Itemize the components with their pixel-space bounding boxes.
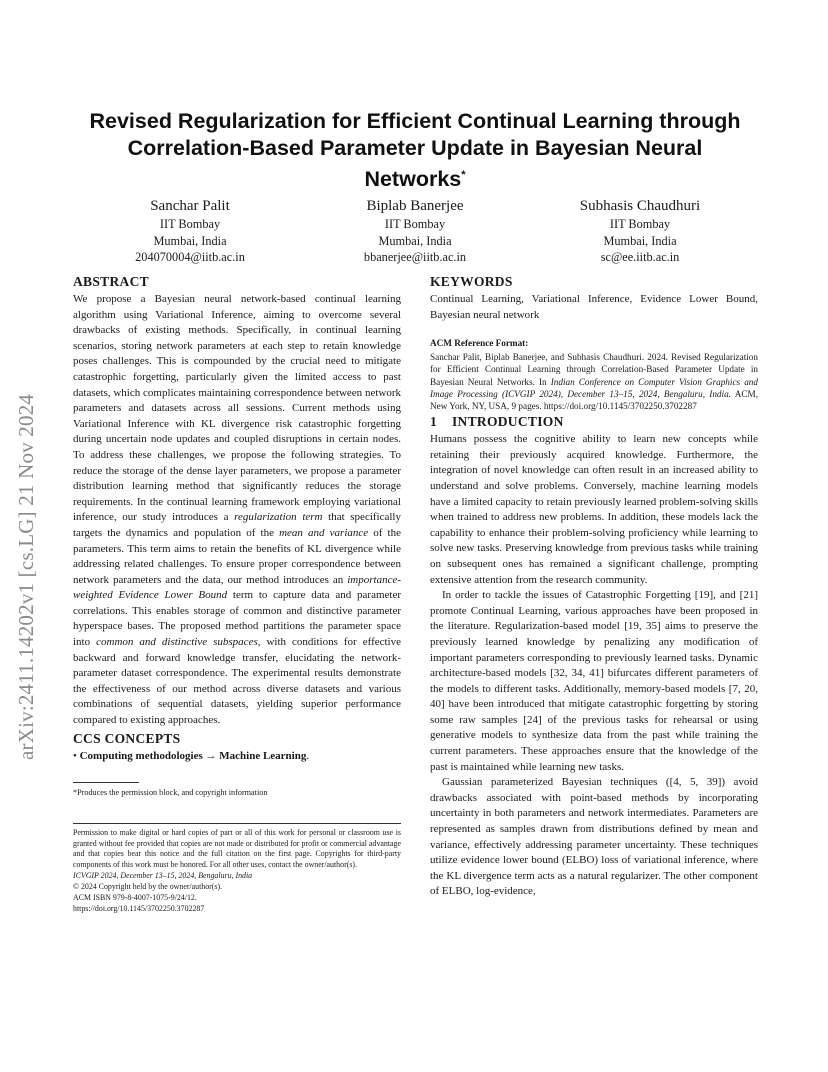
author-email: bbanerjee@iitb.ac.in <box>363 250 467 264</box>
doi-link[interactable]: https://doi.org/10.1145/3702250.3702287 <box>73 903 205 913</box>
copyright-line: © 2024 Copyright held by the owner/author(s). <box>73 882 223 892</box>
section-number: 1 <box>430 414 438 430</box>
isbn-line: ACM ISBN 979-8-4007-1075-9/24/12. <box>73 893 197 903</box>
ccs-arrow: → <box>202 749 220 762</box>
abstract-emphasis: mean and variance <box>279 526 369 539</box>
author-3 <box>530 196 750 266</box>
author-email: 204070004@iitb.ac.in <box>135 250 245 264</box>
author-location: Mumbai, India <box>378 233 452 248</box>
author-affiliation: IIT Bombay <box>609 217 671 231</box>
abstract-text <box>73 292 401 729</box>
keywords-heading: KEYWORDS <box>430 274 513 289</box>
acm-reference-segment: Sanchar Palit, Biplab Banerjee, and Subhasis Chaudhuri. 2024. Revised Regularization for Efficient Continual Learning through Correlation-Based Parameter Update in Bayesian Neural Networks. In <box>430 352 758 387</box>
introduction-heading <box>430 412 758 432</box>
title-footnote: *Produces the permission block, and copyright information <box>73 787 268 797</box>
venue-line: ICVGIP 2024, December 13–15, 2024, Bengaluru, India <box>73 871 253 881</box>
left-column <box>73 272 401 915</box>
abstract-segment: , with conditions for effective backward and forward knowledge transfer, elucidating the network-parameter dataset correspondence. The experimental results demonstrate the effectiveness of our method across diverse datasets and various combinations of sequential datasets, yielding superior performance compared to existing approaches. <box>73 636 401 727</box>
title-footnote-mark: * <box>461 169 466 181</box>
author-location: Mumbai, India <box>153 233 227 248</box>
permission-text: Permission to make digital or hard copies of part or all of this work for personal or classroom use is granted without fee provided that copies are not made or distributed for profit or commercial advantage and that copies bear this notice and the full citation on the first page. Copyrights for third-party components of this work must be honored. For all other uses, contact the owner/author(s). <box>73 827 401 870</box>
title-line-2: Correlation-Based Parameter Update in Bayesian Neural <box>127 136 703 160</box>
abstract-emphasis: importance-weighted Evidence Lower Bound <box>73 573 401 602</box>
abstract-heading: ABSTRACT <box>73 274 149 289</box>
title-line-3: Networks <box>364 167 462 192</box>
ccs-subconcept: Machine Learning <box>219 749 307 762</box>
ccs-period: . <box>306 749 310 762</box>
author-1 <box>80 196 300 266</box>
intro-paragraph-2: In order to tackle the issues of Catastrophic Forgetting [19], and [21] promote Continual Learning, various approaches have been proposed in the literature. Regularization-based model [19, 35] aims to preserve the previously learned knowledge by penalizing any modification of important parameters corresponding to previously learned tasks. Dynamic architecture-based models [32, 34, 41] bifurcates different parameters of the models to different tasks. Additionally, memory-based models [7, 20, 40] have been introduced that mitigate catastrophic forgetting by storing some raw samples [24] of the previous tasks for rehearsal or using generative models to synthesize data from the past while training the current parameters. These approaches ensure that the knowledge of the past is maintained while learning new tasks. <box>430 589 758 773</box>
author-email: sc@ee.iitb.ac.in <box>600 250 680 264</box>
author-2 <box>305 196 525 266</box>
abstract-segment: We propose a Bayesian neural network-based continual learning algorithm using Variational Inference, aiming to overcome several drawbacks of existing methods. Specifically, in continual learning scenarios, storing network parameters at each step to retain knowledge poses challenges. This is compounded by the crucial need to mitigate catastrophic forgetting, particularly given the limited access to past datasets, which complicates maintaining correspondence between network parameters and datasets across all sessions. Current methods using Variational Inference with KL divergence risk catastrophic forgetting during uncertain node updates and coupled disruptions in certain nodes. To address these challenges, we propose the following strategies. To reduce the storage of the dense layer parameters, we propose a parameter distribution learning method that significantly reduces the storage requirements. In the continual learning framework employing variational inference, our study introduces a <box>73 293 401 524</box>
author-affiliation: IIT Bombay <box>159 217 221 231</box>
permission-divider <box>73 823 401 824</box>
acm-reference-segment: ACM, New York, NY, USA, 9 pages. https://doi.org/10.1145/3702250.3702287 <box>430 388 758 411</box>
section-title: INTRODUCTION <box>452 414 564 430</box>
permission-block <box>73 828 401 915</box>
intro-paragraph-3: Gaussian parameterized Bayesian techniques ([4, 5, 39]) avoid drawbacks associated with point-based methods by incorporating uncertainty in both parameters and network intermediates. Parameters are represented as samples drawn from distributions defined by mean and variance, effectively addressing parameter uncertainty. These techniques utilize evidence lower bound (ELBO) loss of variational inference, where the KL divergence term acts as a natural regularizer. The other component of ELBO, log-evidence, <box>430 776 758 898</box>
footnote-divider <box>73 782 139 783</box>
right-column <box>430 272 758 900</box>
abstract-emphasis: common and distinctive subspaces <box>96 636 258 649</box>
intro-paragraph-1: Humans possess the cognitive ability to learn new concepts while retaining their previously acquired knowledge. Furthermore, the integration of novel knowledge can often result in an increased ability to understand and solve problems. Conversely, machine learning models have a limited capacity to retain previously learned problem-solving skills when trained to address new problems. In addition, these models lack the capability to enhance their problem-solving proficiency while learning to solve new tasks. Preserving knowledge from previous tasks while training on subsequent ones has remained a significant challenge, prompting extensive attention from the research community. <box>430 433 758 586</box>
abstract-segment: of the parameters. This term aims to retain the benefits of KL divergence while addressing related challenges. To ensure proper correspondence between network parameters and the data, our method introduces an <box>73 526 401 586</box>
paper-title <box>60 108 770 193</box>
arxiv-identifier-stamp: arXiv:2411.14202v1 [cs.LG] 21 Nov 2024 <box>14 393 38 760</box>
acm-reference-heading: ACM Reference Format: <box>430 338 529 349</box>
author-name: Biplab Banerjee <box>366 198 464 214</box>
author-block <box>80 196 750 266</box>
author-name: Sanchar Palit <box>150 198 230 214</box>
ccs-concept: Computing methodologies <box>79 749 203 762</box>
ccs-concepts-heading: CCS CONCEPTS <box>73 730 181 746</box>
author-location: Mumbai, India <box>603 233 677 248</box>
abstract-emphasis: regularization term <box>234 511 323 524</box>
author-name: Subhasis Chaudhuri <box>579 198 701 214</box>
acm-reference-text <box>430 351 758 412</box>
author-affiliation: IIT Bombay <box>384 217 446 231</box>
acm-reference-venue: Indian Conference on Computer Vision Graphics and Image Processing (ICVGIP 2024), December 13–15, 2024, Bengaluru, India. <box>430 376 758 399</box>
keywords-text: Continual Learning, Variational Inference, Evidence Lower Bound, Bayesian neural network <box>430 293 758 321</box>
ccs-bullet: • <box>73 749 77 762</box>
ccs-concept-entry <box>73 749 401 764</box>
abstract-segment: term to capture data and parameter correlations. This enables storage of common and distinctive parameter hyperspace bases. The proposed method partitions the parameter space into <box>73 589 401 649</box>
title-line-1: Revised Regularization for Efficient Continual Learning through <box>89 109 741 133</box>
abstract-segment: that specifically targets the dynamics and population of the <box>73 511 401 539</box>
